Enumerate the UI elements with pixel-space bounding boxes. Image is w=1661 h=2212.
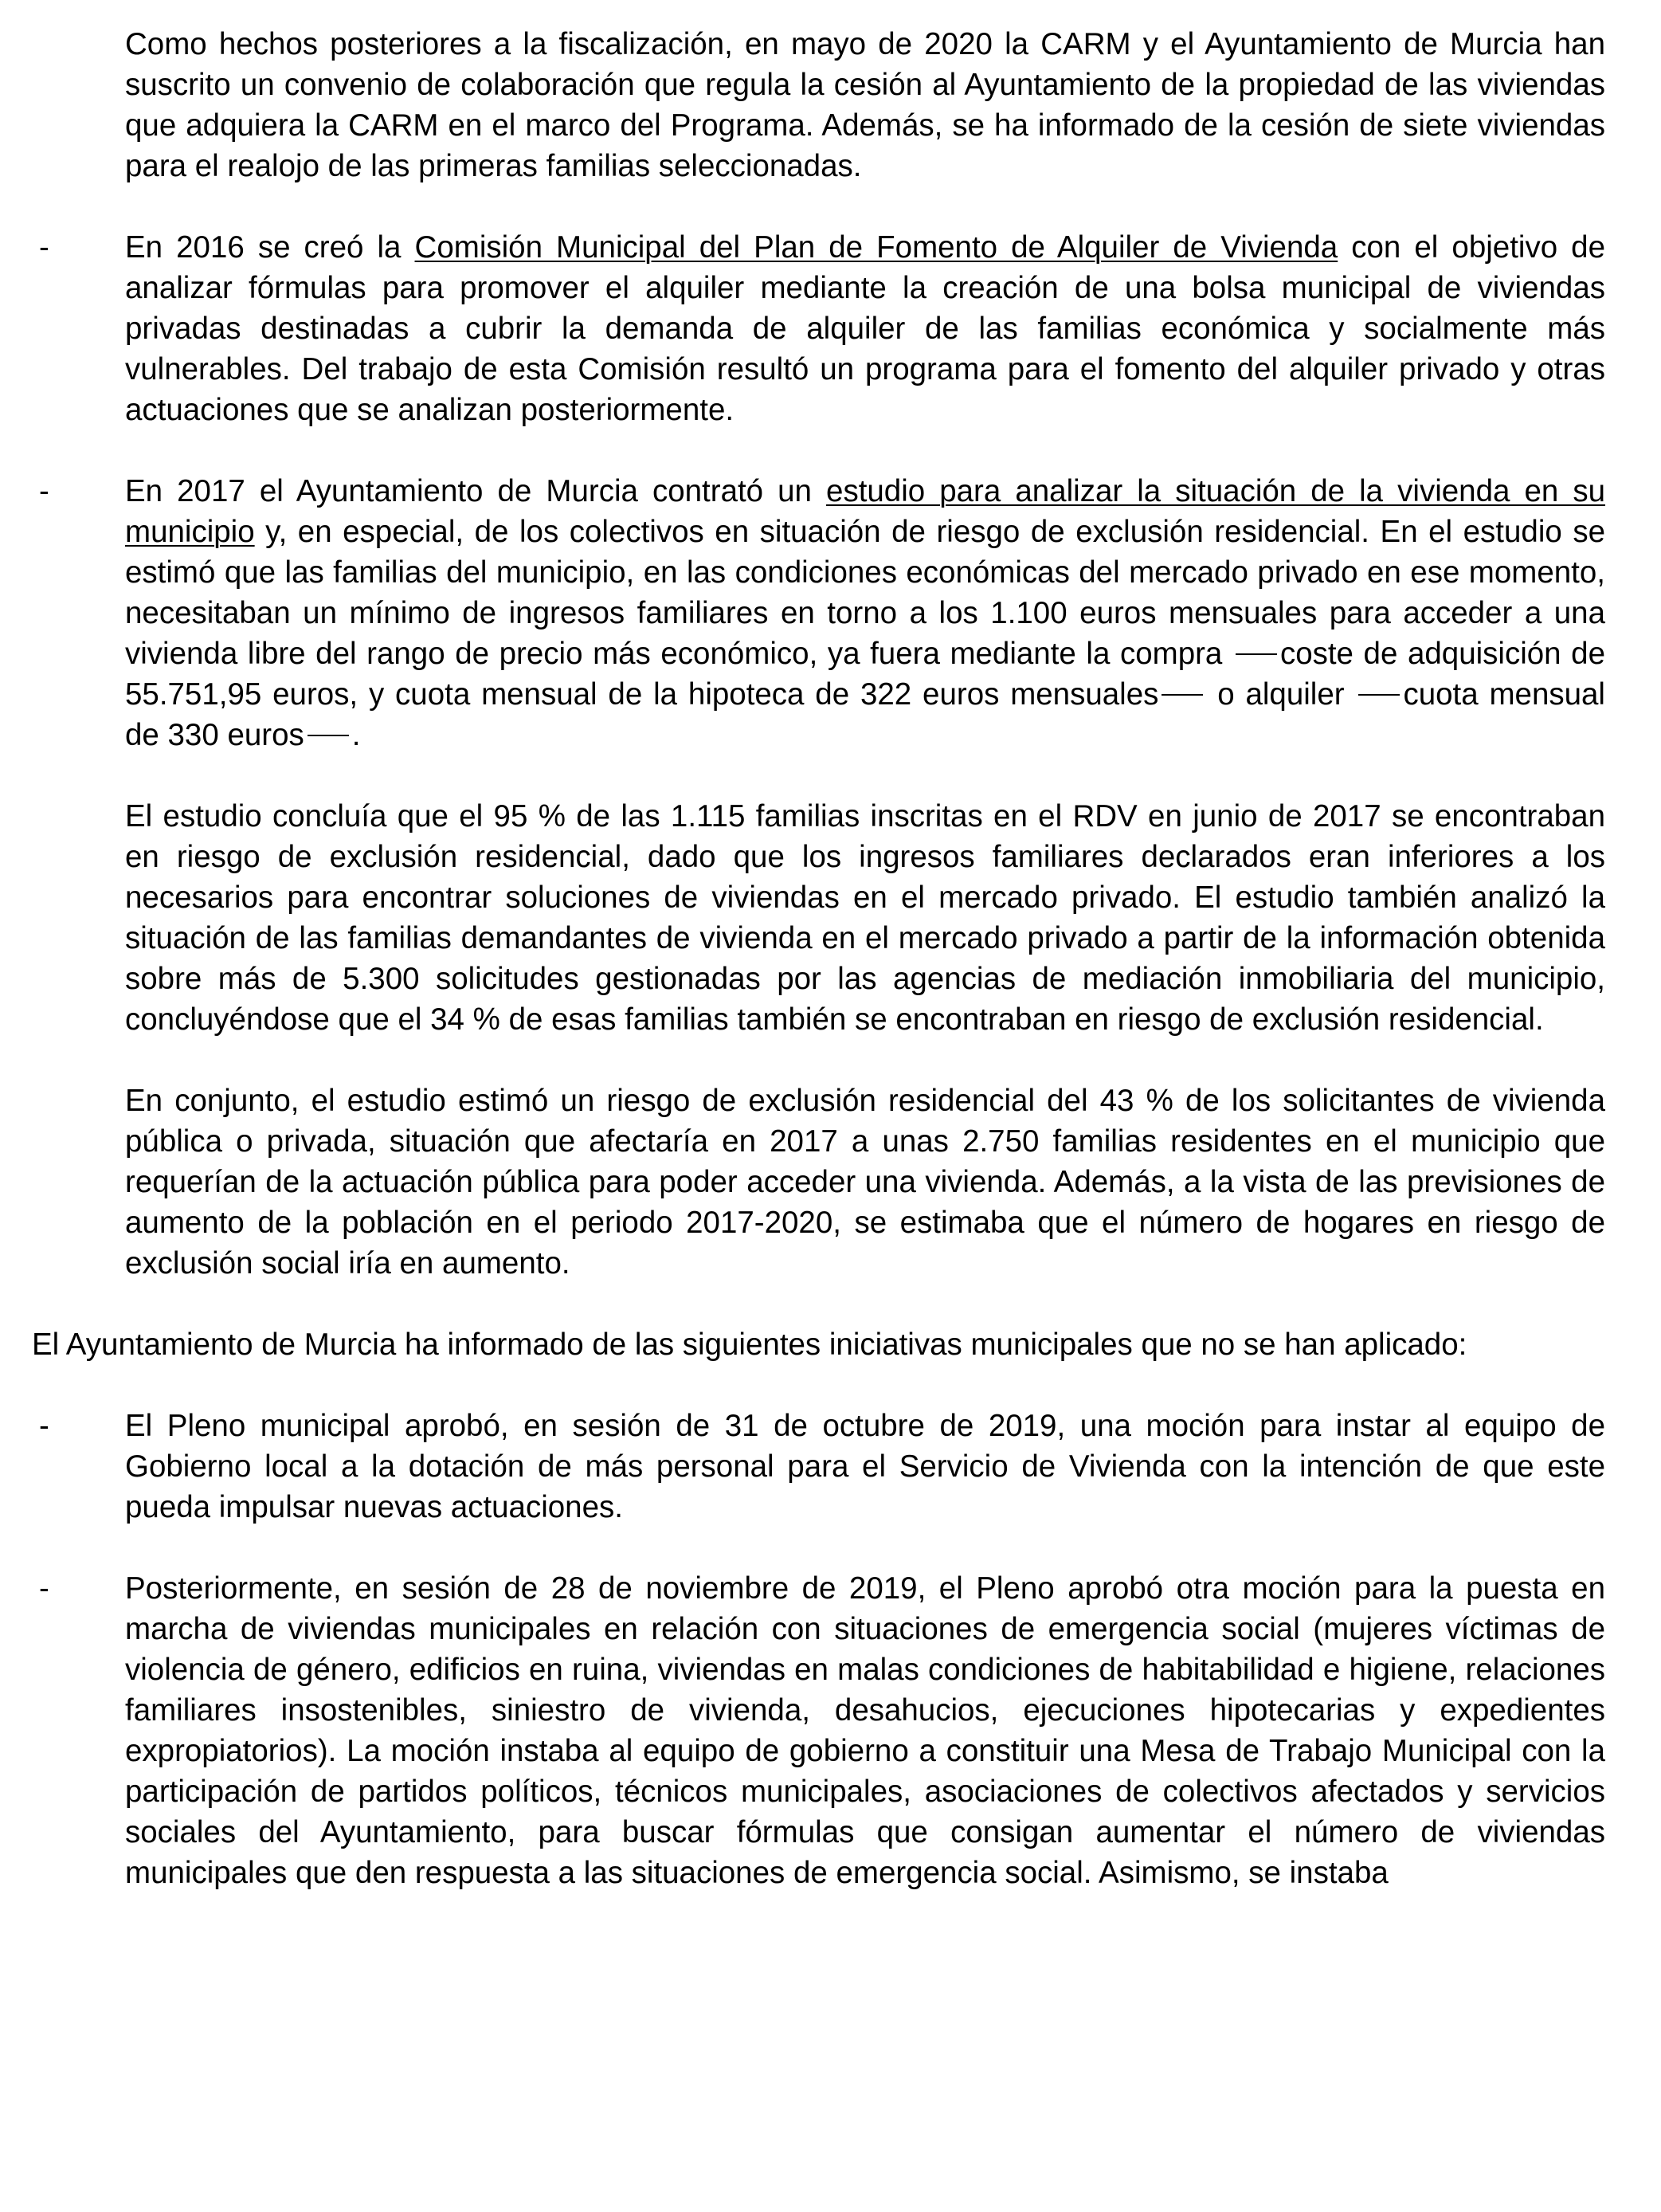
underlined-term-estudio: estudio para analizar la situación de la vivienda en su municipio bbox=[125, 474, 1606, 549]
underlined-term-comision: Comisión Municipal del Plan de Fomento de Alquiler de Vivienda bbox=[414, 230, 1338, 265]
paragraph-hechos-posteriores: Como hechos posteriores a la fiscalización, en mayo de 2020 la CARM y el Ayuntamiento de Murcia han suscrito un convenio de colaboración que regula la cesión al Ayuntamiento de la propiedad de las viviendas que adquiera la CARM en el marco del Programa. Además, se ha informado de la cesión de siete viviendas para el realojo de las primeras familias seleccionadas. bbox=[125, 27, 1605, 183]
item-text-pre: En 2016 se creó la bbox=[125, 230, 415, 265]
item-text-alquiler: o alquiler bbox=[1206, 677, 1356, 712]
em-dash bbox=[1236, 653, 1277, 655]
em-dash bbox=[308, 735, 349, 736]
item-text-post: con el objetivo de analizar fórmulas para promover el alquiler mediante la creación de una bolsa municipal de viviendas privadas destinadas a cubrir la demanda de alquiler de las familias económica y socialmente más vulnerables. Del trabajo de esta Comisión resultó un programa para el fomento del alquiler privado y otras actuaciones que se analizan posteriormente. bbox=[125, 230, 1605, 427]
bullet-dash: - bbox=[39, 1571, 49, 1606]
bullet-dash: - bbox=[39, 1409, 49, 1443]
paragraph-estudio-concluia: El estudio concluía que el 95 % de las 1.115 familias inscritas en el RDV en junio de 2017 se encontraban en riesgo de exclusión residencial, dado que los ingresos familiares declarados eran inferiores a los necesarios para encontrar soluciones de viviendas en el mercado privado. El estudio también analizó la situación de las familias demandantes de vivienda en el mercado privado a partir de la información obtenida sobre más de 5.300 solicitudes gestionadas por las agencias de mediación inmobiliaria del municipio, concluyéndose que el 34 % de esas familias también se encontraban en riesgo de exclusión residencial. bbox=[125, 799, 1605, 1037]
item-text-pre: En 2017 el Ayuntamiento de Murcia contrató un bbox=[125, 474, 827, 508]
item-text-end: . bbox=[351, 718, 361, 752]
list-item-pleno-noviembre-2019 bbox=[39, 1568, 1605, 1893]
item-text: El Pleno municipal aprobó, en sesión de 31 de octubre de 2019, una moción para instar al equipo de Gobierno local a la dotación de más personal para el Servicio de Vivienda con la intención de que este pueda impulsar nuevas actuaciones. bbox=[125, 1409, 1605, 1524]
item-text-post: y, en especial, de los colectivos en situación de riesgo de exclusión residencial. En el estudio se estimó que las familias del municipio, en las condiciones económicas del mercado privado en ese momento, necesitaban un mínimo de ingresos familiares en torno a los 1.100 euros mensuales para acceder a una vivienda libre del rango de precio más económico, ya fuera mediante la compra bbox=[125, 515, 1605, 671]
bullet-dash: - bbox=[39, 230, 49, 265]
list-item-pleno-octubre-2019 bbox=[39, 1406, 1605, 1528]
list-item-comision-2016 bbox=[39, 227, 1605, 430]
em-dash bbox=[1162, 694, 1203, 696]
bullet-dash: - bbox=[39, 474, 49, 508]
document-page bbox=[32, 24, 1605, 1893]
paragraph-en-conjunto: En conjunto, el estudio estimó un riesgo de exclusión residencial del 43 % de los solicitantes de vivienda pública o privada, situación que afectaría en 2017 a unas 2.750 familias residentes en el municipio que requerían de la actuación pública para poder acceder una vivienda. Además, a la vista de las previsiones de aumento de la población en el periodo 2017-2020, se estimaba que el número de hogares en riesgo de exclusión social iría en aumento. bbox=[125, 1084, 1605, 1281]
item-text-cuota: cuota mensual de 330 euros bbox=[125, 677, 1605, 752]
item-text-compra: coste de adquisición de 55.751,95 euros, y cuota mensual de la hipoteca de 322 euros mensuales bbox=[125, 637, 1606, 712]
em-dash bbox=[1358, 694, 1400, 696]
paragraph-iniciativas-municipales: El Ayuntamiento de Murcia ha informado de las siguientes iniciativas municipales que no se han aplicado: bbox=[32, 1328, 1467, 1362]
item-text: Posteriormente, en sesión de 28 de noviembre de 2019, el Pleno aprobó otra moción para la puesta en marcha de viviendas municipales en relación con situaciones de emergencia social (mujeres víctimas de violencia de género, edificios en ruina, viviendas en malas condiciones de habitabilidad e higiene, relaciones familiares insostenibles, siniestro de vivienda, desahucios, ejecuciones hipotecarias y expedientes expropiatorios). La moción instaba al equipo de gobierno a constituir una Mesa de Trabajo Municipal con la participación de partidos políticos, técnicos municipales, asociaciones de colectivos afectados y servicios sociales del Ayuntamiento, para buscar fórmulas que consigan aumentar el número de viviendas municipales que den respuesta a las situaciones de emergencia social. Asimismo, se instaba bbox=[125, 1571, 1605, 1890]
list-item-estudio-2017 bbox=[39, 471, 1606, 755]
